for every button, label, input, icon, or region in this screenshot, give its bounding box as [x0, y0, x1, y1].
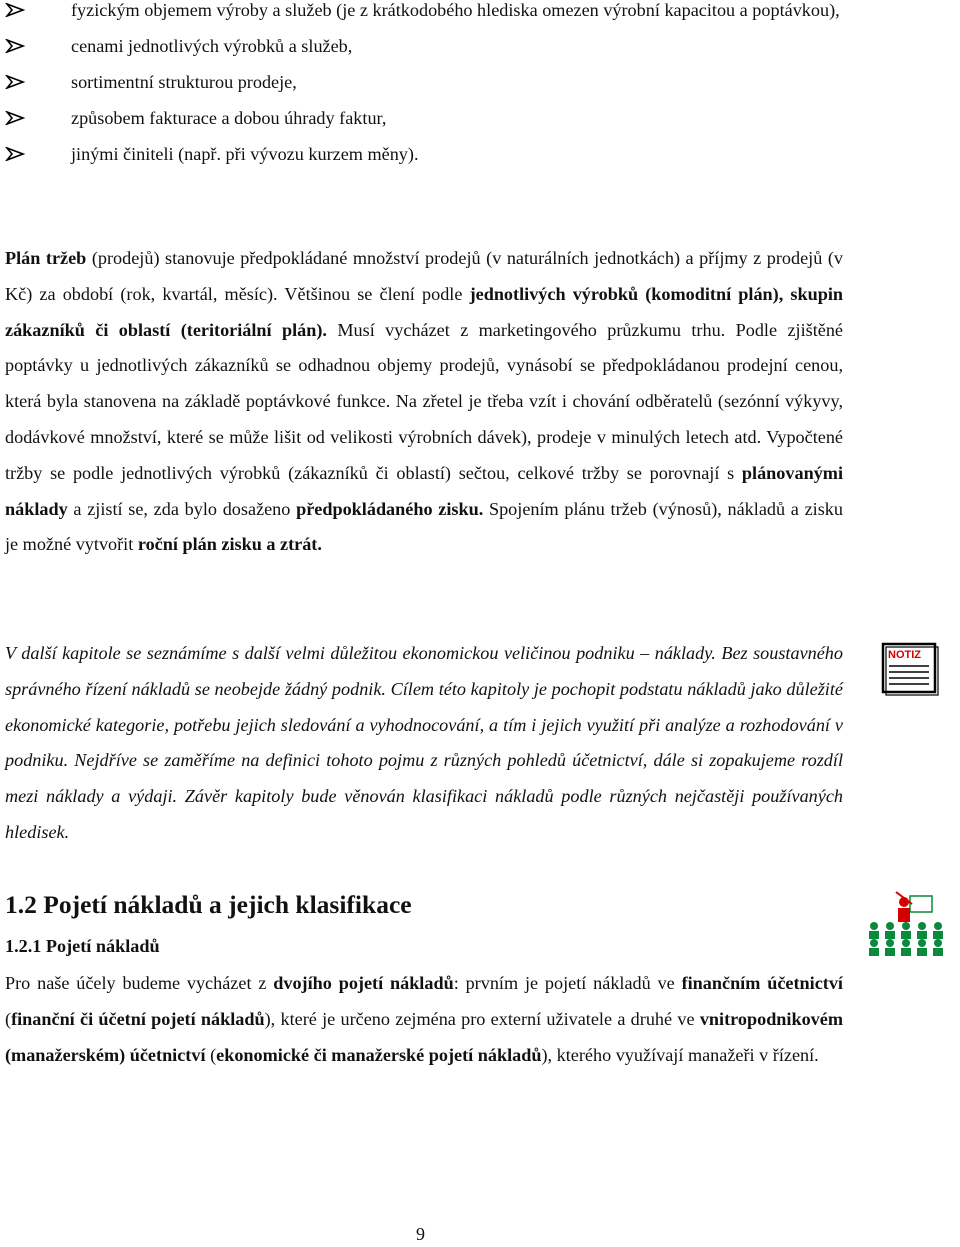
bullet-text: fyzickým objemem výroby a služeb (je z krátkodobého hlediska omezen výrobní kapacitou a poptávkou),: [71, 0, 840, 20]
bold-term: vnitropodnikovém (manažerském) účetnictví: [5, 1008, 844, 1065]
bold-term: plánovanými náklady: [5, 462, 843, 519]
section-title: 1.2 Pojetí nákladů a jejich klasifikace: [5, 890, 412, 919]
bold-term: jednotlivých výrobků (komoditní plán), skupin zákazníků či oblastí (teritoriální plán).: [5, 283, 844, 340]
arrow-bullet-icon: [5, 39, 25, 53]
bold-term: dvojího pojetí nákladů: [273, 973, 454, 993]
paragraph-text: Musí vycházet z marketingového průzkumu trhu. Podle zjištěné poptávky u jednotlivých zákazníků se odhadnou objemy prodejů, vynásobí se předpokládanou prodejní cenou, která byla stanovena na základě poptávkové funkce. Na zřetel je třeba vzít i chování odběratelů (sezónní výkyvy, dodávkové množství, které se může lišit od velikosti výrobních dávek), prodeje v minulých letech atd. Vypočtené tržby se podle jednotlivých výrobků (zákazníků či oblastí) sečtou, celkové tržby se porovnají s: [5, 319, 843, 483]
paragraph-text: ), které je určeno zejména pro externí uživatele a druhé ve: [264, 1008, 700, 1029]
notepad-icon: [880, 640, 940, 696]
bullet-text: sortimentní strukturou prodeje,: [71, 72, 297, 92]
arrow-bullet-icon: [5, 75, 25, 89]
bold-term: Plán tržeb: [5, 248, 87, 268]
paragraph-text: : prvním je pojetí nákladů ve: [453, 973, 682, 993]
bold-term: ekonomické či manažerské pojetí nákladů: [216, 1044, 542, 1065]
list-item: [5, 28, 843, 64]
list-item: [5, 100, 843, 136]
subsection-title: 1.2.1 Pojetí nákladů: [5, 936, 160, 956]
lecture-icon: [866, 890, 944, 956]
cost-concept-paragraph: [5, 966, 843, 1073]
list-item: [5, 136, 843, 172]
list-item: [5, 64, 843, 100]
paragraph-text: a zjistí se, zda bylo dosaženo: [67, 498, 297, 519]
page-number: 9: [416, 1224, 425, 1244]
arrow-bullet-icon: [5, 111, 25, 125]
paragraph-text: (: [5, 1008, 12, 1029]
bullet-list: [5, 0, 843, 172]
paragraph-text: ), kterého využívají manažeři v řízení.: [541, 1044, 819, 1065]
bold-term: roční plán zisku a ztrát.: [137, 534, 322, 555]
paragraph-text: Spojením plánu tržeb (výnosů), nákladů a zisku je možné vytvořit: [5, 498, 843, 555]
paragraph-text: Pro naše účely budeme vycházet z: [5, 973, 274, 993]
list-item: [5, 0, 843, 28]
sales-plan-paragraph: [5, 241, 843, 563]
paragraph-text: (: [205, 1044, 217, 1065]
arrow-bullet-icon: [5, 3, 25, 17]
bullet-text: způsobem fakturace a dobou úhrady faktur,: [71, 108, 387, 128]
bold-term: předpokládaného zisku.: [296, 498, 484, 519]
bullet-text: cenami jednotlivých výrobků a služeb,: [71, 36, 353, 56]
chapter-intro-paragraph: V další kapitole se seznámíme s další velmi důležitou ekonomickou veličinou podniku – náklady. Bez soustavného správného řízení nákladů se neobejde žádný podnik. Cílem této kapitoly je pochopit podstatu nákladů jako důležité ekonomické kategorie, potřebu jejich sledování a vyhodnocování, a tím i jejich využití při analýze a rozhodování v podniku. Nejdříve se zaměříme na definici tohoto pojmu z různých pohledů účetnictví, dále si zopakujeme rozdíl mezi náklady a výdaji. Závěr kapitoly bude věnován klasifikaci nákladů podle různých nejčastěji používaných hledisek.: [5, 643, 843, 842]
arrow-bullet-icon: [5, 147, 25, 161]
bold-term: finanční či účetní pojetí nákladů: [11, 1008, 265, 1029]
notiz-label: NOTIZ: [888, 649, 921, 661]
bullet-text: jinými činiteli (např. při vývozu kurzem měny).: [71, 144, 419, 164]
paragraph-text: (prodejů) stanovuje předpokládané množství prodejů (v naturálních jednotkách) a příjmy z prodejů (v Kč) za období (rok, kvartál, měsíc). Většinou se člení podle: [5, 248, 843, 304]
bold-term: finančním účetnictví: [681, 973, 843, 993]
